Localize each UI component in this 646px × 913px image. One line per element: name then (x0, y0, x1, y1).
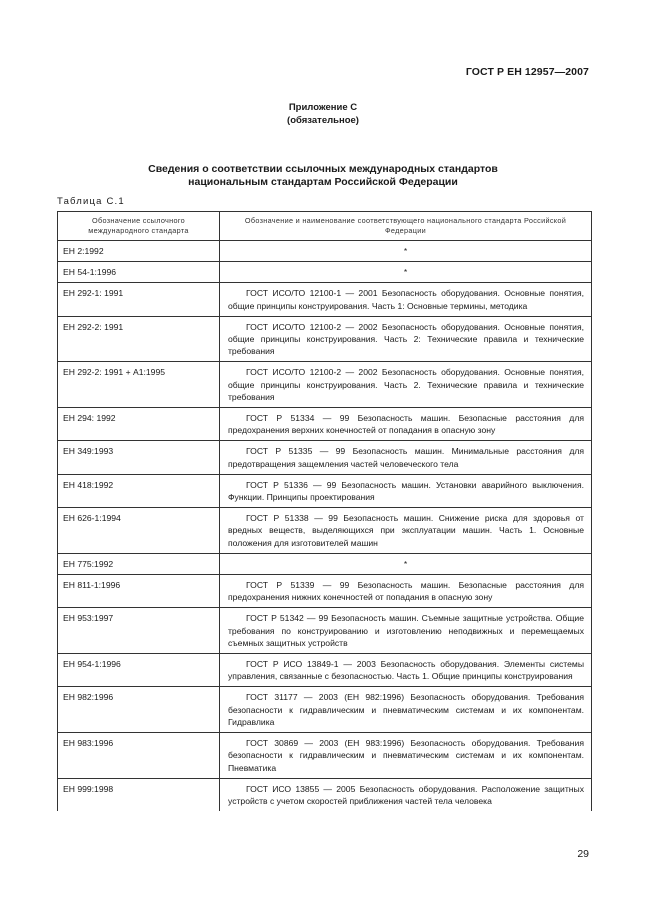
annex-status: (обязательное) (287, 115, 359, 126)
national-standard-description (220, 508, 592, 554)
international-standard-code: ЕН 626-1:1994 (58, 508, 220, 554)
table-row (58, 553, 592, 574)
annex-block (0, 101, 646, 127)
table-header-row (58, 212, 592, 241)
description-text: ГОСТ Р 51336 — 99 Безопасность машин. Установки аварийного выключения. Функции. Принципы проектирования (228, 479, 584, 503)
international-standard-code: ЕН 953:1997 (58, 608, 220, 654)
document-code: ГОСТ Р ЕН 12957—2007 (465, 66, 589, 78)
national-standard-description (220, 362, 592, 408)
description-text: ГОСТ ИСО/ТО 12100-2 — 2002 Безопасность оборудования. Основные понятия, общие принципы конструирования. Часть 2: Технические правила и технические требования (228, 321, 584, 357)
national-standard-description (220, 316, 592, 362)
national-standard-description (220, 733, 592, 779)
national-standard-description (220, 654, 592, 687)
national-standard-description (220, 778, 592, 811)
page-number: 29 (577, 848, 589, 860)
international-standard-code: ЕН 811-1:1996 (58, 575, 220, 608)
section-heading (0, 163, 646, 189)
international-standard-code: ЕН 999:1998 (58, 778, 220, 811)
correspondence-table-container (57, 211, 591, 811)
table-row (58, 408, 592, 441)
national-standard-description: * (220, 553, 592, 574)
table-row (58, 316, 592, 362)
international-standard-code: ЕН 292-2: 1991 + А1:1995 (58, 362, 220, 408)
description-text: ГОСТ ИСО/ТО 12100-1 — 2001 Безопасность оборудования. Основные понятия, общие принципы конструирования. Часть 1: Основные термины, методика (228, 288, 584, 311)
international-standard-code: ЕН 982:1996 (58, 687, 220, 733)
international-standard-code: ЕН 954-1:1996 (58, 654, 220, 687)
international-standard-code: ЕН 54-1:1996 (58, 262, 220, 283)
correspondence-table (57, 211, 592, 811)
table-row (58, 778, 592, 811)
international-standard-code: ЕН 418:1992 (58, 474, 220, 507)
national-standard-description (220, 575, 592, 608)
international-standard-code: ЕН 294: 1992 (58, 408, 220, 441)
description-text: ГОСТ Р 51335 — 99 Безопасность машин. Минимальные расстояния для предотвращения защемления частей человеческого тела (228, 446, 584, 469)
table-row (58, 608, 592, 654)
international-standard-code: ЕН 292-1: 1991 (58, 283, 220, 316)
table-row (58, 283, 592, 316)
column-header-international-standard: Обозначение ссылочного международного стандарта (58, 212, 220, 241)
national-standard-description (220, 608, 592, 654)
international-standard-code: ЕН 2:1992 (58, 241, 220, 262)
national-standard-description (220, 687, 592, 733)
description-text: ГОСТ 30869 — 2003 (ЕН 983:1996) Безопасность оборудования. Требования безопасности к гидравлическим и пневматическим системам и их компонентам. Пневматика (228, 738, 584, 773)
table-row (58, 575, 592, 608)
table-label: Таблица С.1 (57, 196, 125, 207)
description-text: ГОСТ ИСО/ТО 12100-2 — 2002 Безопасность оборудования. Основные понятия, общие принципы конструирования. Часть 2. Технические правила и технические требования (228, 367, 584, 402)
table-row (58, 241, 592, 262)
table-row (58, 687, 592, 733)
table-row (58, 733, 592, 779)
table-row (58, 362, 592, 408)
international-standard-code: ЕН 292-2: 1991 (58, 316, 220, 362)
national-standard-description (220, 408, 592, 441)
international-standard-code: ЕН 983:1996 (58, 733, 220, 779)
table-row (58, 654, 592, 687)
annex-title: Приложение С (288, 102, 358, 113)
national-standard-description: * (220, 262, 592, 283)
description-text: ГОСТ Р ИСО 13849-1 — 2003 Безопасность оборудования. Элементы системы управления, связанные с безопасностью. Часть 1. Общие принципы конструирования (228, 659, 584, 682)
national-standard-description (220, 283, 592, 316)
national-standard-description (220, 474, 592, 507)
description-text: ГОСТ Р 51338 — 99 Безопасность машин. Снижение риска для здоровья от вредных веществ, выделяющихся при эксплуатации машин. Часть 1. Основные положения для изготовителей машин (228, 513, 584, 548)
table-row (58, 262, 592, 283)
national-standard-description: * (220, 241, 592, 262)
description-text: ГОСТ 31177 — 2003 (ЕН 982:1996) Безопасность оборудования. Требования безопасности к гидравлическим и пневматическим системам и их компонентам. Гидравлика (228, 692, 584, 727)
table-row (58, 474, 592, 507)
international-standard-code: ЕН 349:1993 (58, 441, 220, 474)
description-text: ГОСТ Р 51334 — 99 Безопасность машин. Безопасные расстояния для предохранения верхних конечностей от попадания в опасную зону (228, 413, 584, 436)
table-row (58, 441, 592, 474)
section-heading-line-2: национальным стандартам Российской Федерации (188, 176, 458, 188)
table-row (58, 508, 592, 554)
column-header-national-standard: Обозначение и наименование соответствующего национального стандарта Российской Федерации (220, 212, 592, 241)
description-text: ГОСТ Р 51339 — 99 Безопасность машин. Безопасные расстояния для предохранения нижних конечностей от попадания в опасную зону (228, 580, 584, 603)
description-text: ГОСТ ИСО 13855 — 2005 Безопасность оборудования. Расположение защитных устройств с учетом скоростей приближения частей тела человека (228, 783, 584, 806)
international-standard-code: ЕН 775:1992 (58, 553, 220, 574)
national-standard-description (220, 441, 592, 474)
description-text: ГОСТ Р 51342 — 99 Безопасность машин. Съемные защитные устройства. Общие требования по конструированию и изготовлению неподвижных и перемещаемых съемных защитных устройств (228, 613, 584, 648)
section-heading-line-1: Сведения о соответствии ссылочных международных стандартов (148, 163, 498, 175)
